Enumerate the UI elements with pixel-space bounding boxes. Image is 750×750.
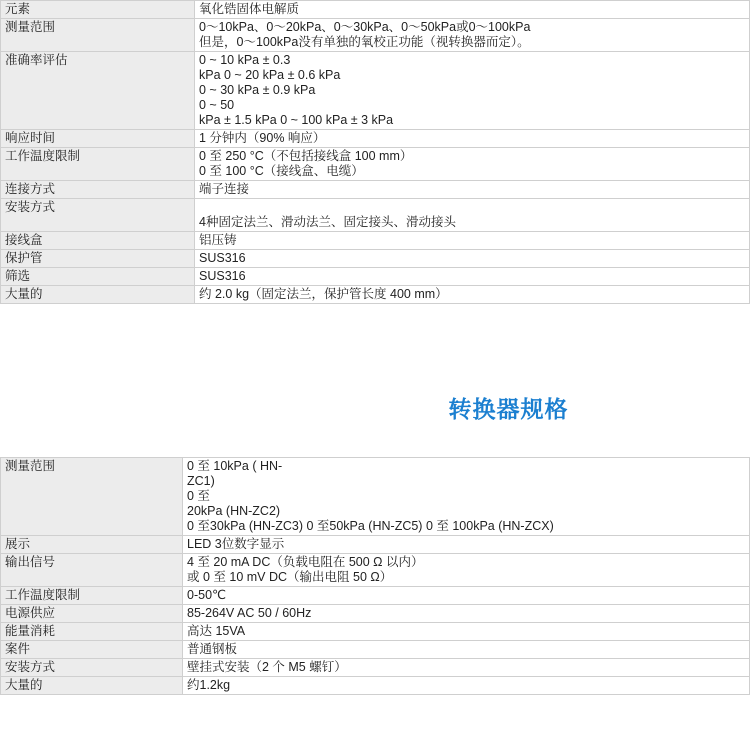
spec-key: 准确率评估 [1,52,195,130]
converter-section-title: 转换器规格 [448,396,569,422]
spec-row [1,554,750,587]
spec-value-line: ZC1) [187,474,215,488]
spec-value-line: 0 至 250 °C（不包括接线盒 100 mm） [199,149,413,163]
spec-value [183,641,750,659]
spec-value-line: 但是，0～100kPa没有单独的氧校正功能（视转换器而定）。 [199,35,530,49]
spec-value-line: LED 3位数字显示 [187,537,285,551]
spec-value-line: 0 ~ 10 kPa ± 0.3 [199,53,291,67]
spec-row [1,605,750,623]
spec-row [1,250,750,268]
spec-value-line: kPa ± 1.5 kPa 0 ~ 100 kPa ± 3 kPa [199,113,394,127]
spec-row [1,130,750,148]
spec-value-line: 0 至 10kPa ( HN- [187,459,283,473]
spec-value-line: 4种固定法兰、滑动法兰、固定接头、滑动接头 [199,215,456,229]
spec-value-line: 端子连接 [199,182,250,196]
spec-value [183,659,750,677]
spec-value [195,19,750,52]
spec-row [1,1,750,19]
spec-key: 元素 [1,1,195,19]
spec-value [195,148,750,181]
spec-value-line: kPa 0 ~ 20 kPa ± 0.6 kPa [199,68,341,82]
spec-value [195,52,750,130]
spec-row [1,52,750,130]
spec-key: 接线盒 [1,232,195,250]
spec-value-line: 约 2.0 kg（固定法兰，保护管长度 400 mm） [199,287,448,301]
spec-value-line: 85-264V AC 50 / 60Hz [187,606,312,620]
spec-row [1,536,750,554]
spec-row [1,623,750,641]
spec-value [195,286,750,304]
spec-value-line: 0 至30kPa (HN-ZC3) 0 至50kPa (HN-ZC5) 0 至 100kPa (HN-ZCX) [187,519,554,533]
spec-key: 工作温度限制 [1,587,183,605]
spec-key: 工作温度限制 [1,148,195,181]
spec-row [1,181,750,199]
spec-value-line: 普通钢板 [187,642,238,656]
spec-key: 保护管 [1,250,195,268]
spec-key: 测量范围 [1,458,183,536]
spec-value [195,199,750,232]
spec-value [195,1,750,19]
spec-value-line: 1 分钟内（90% 响应） [199,131,326,145]
spec-key: 测量范围 [1,19,195,52]
spec-value [195,268,750,286]
spec-value [195,130,750,148]
spec-value-line: SUS316 [199,251,246,265]
spec-value-line: SUS316 [199,269,246,283]
spec-row [1,458,750,536]
spec-value [183,554,750,587]
spec-value-line: 0～10kPa、0～20kPa、0～30kPa、0～50kPa或0～100kPa [199,20,531,34]
spec-key: 能量消耗 [1,623,183,641]
spec-value-line: 0 至 100 °C（接线盒、电缆） [199,164,364,178]
spec-row [1,286,750,304]
spec-key: 输出信号 [1,554,183,587]
spec-value-line: 氧化锆固体电解质 [199,2,300,16]
spec-key: 安装方式 [1,199,195,232]
spec-value-line: 0-50℃ [187,588,227,602]
spec-value-line: 0 ~ 50 [199,98,235,112]
spec-row [1,587,750,605]
spec-value [195,181,750,199]
spec-value-line: 壁挂式安装（2 个 M5 螺钉） [187,660,347,674]
spec-row [1,232,750,250]
sensor-spec-table [0,0,750,304]
spec-value-line [199,200,745,215]
spec-value-line: 4 至 20 mA DC（负载电阻在 500 Ω 以内） [187,555,424,569]
spec-row [1,148,750,181]
spec-key: 连接方式 [1,181,195,199]
spec-key: 案件 [1,641,183,659]
spec-value [183,605,750,623]
spec-value-line: 或 0 至 10 mV DC（输出电阻 50 Ω） [187,570,393,584]
spec-value [195,232,750,250]
spec-row [1,268,750,286]
spec-value-line: 0 ~ 30 kPa ± 0.9 kPa [199,83,316,97]
spec-value [183,587,750,605]
spec-key: 安装方式 [1,659,183,677]
spec-value [183,677,750,695]
spec-key: 筛选 [1,268,195,286]
spec-value [183,536,750,554]
spec-key: 展示 [1,536,183,554]
spec-value-line: 约1.2kg [187,678,231,692]
spec-key: 大量的 [1,677,183,695]
spec-value-line: 20kPa (HN-ZC2) [187,504,281,518]
spec-value-line: 0 至 [187,489,210,503]
spec-value-line: 高达 15VA [187,624,246,638]
spec-row [1,199,750,232]
converter-spec-table [0,457,750,695]
spec-key: 大量的 [1,286,195,304]
spec-value-line: 铝压铸 [199,233,237,247]
spec-row [1,641,750,659]
spec-value [183,458,750,536]
spec-row [1,677,750,695]
spec-value [183,623,750,641]
spec-row [1,19,750,52]
spec-key: 电源供应 [1,605,183,623]
spec-row [1,659,750,677]
spec-key: 响应时间 [1,130,195,148]
spec-value [195,250,750,268]
